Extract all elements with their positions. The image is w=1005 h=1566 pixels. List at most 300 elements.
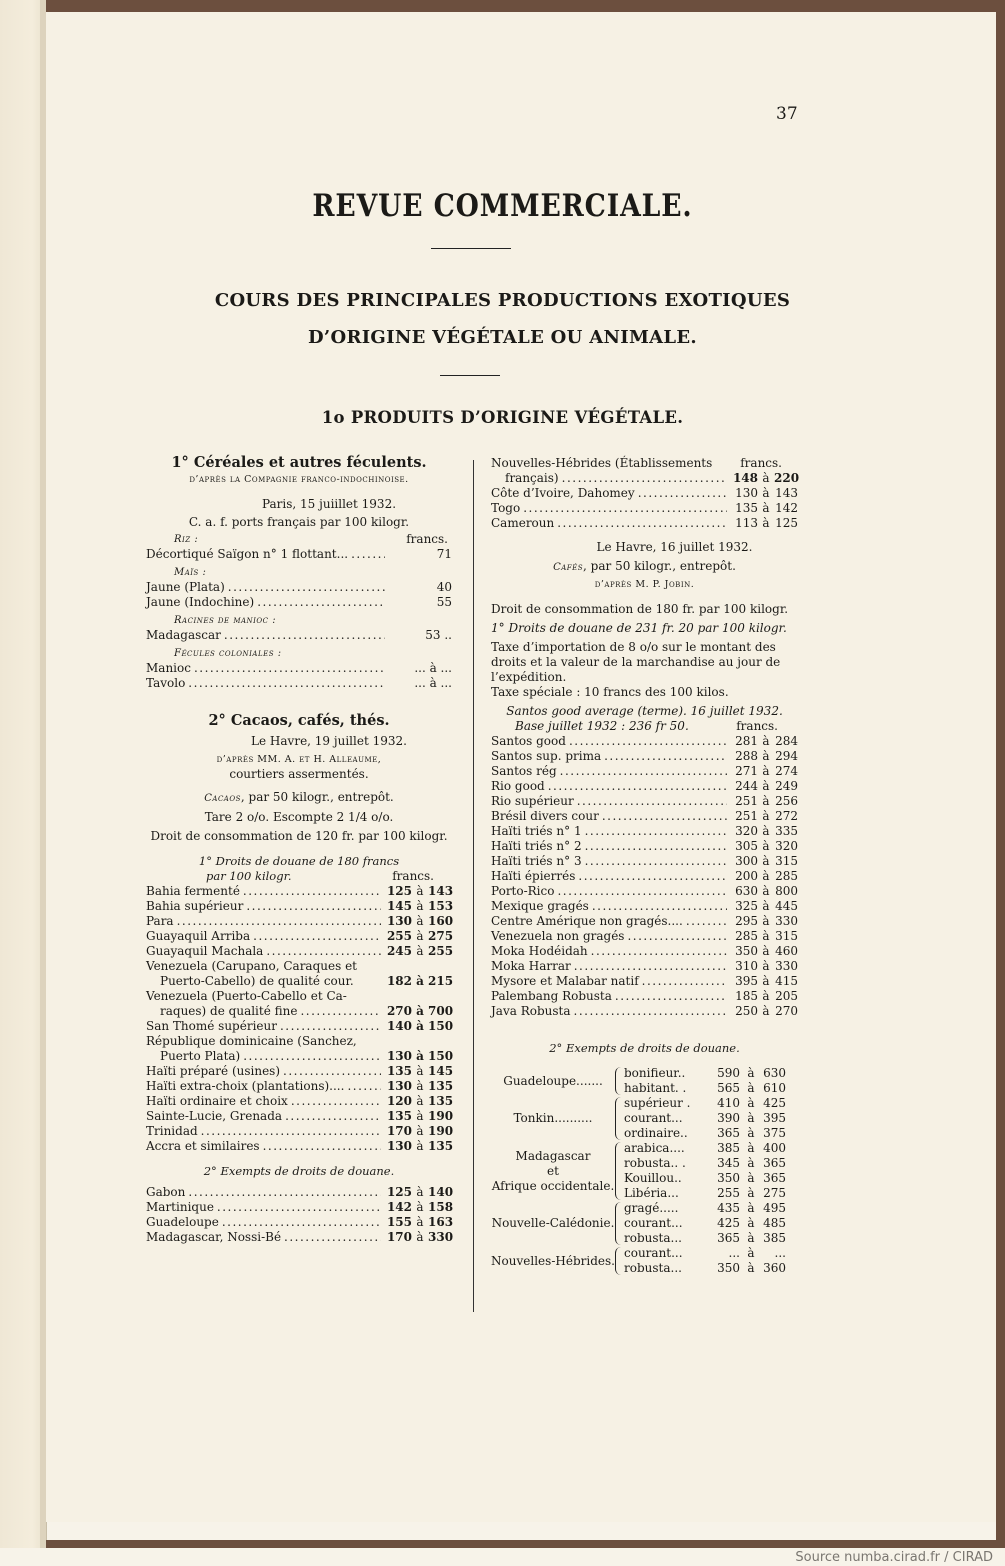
venezuela-courante-high: 215	[428, 974, 454, 988]
title-divider	[431, 248, 511, 249]
droits-title-2: par 100 kilogr.	[206, 869, 292, 883]
exempt-row-low: 125	[386, 1185, 412, 1199]
exempt-group-name: Libéria...	[624, 1186, 679, 1200]
exempt-group-name: courant...	[624, 1111, 683, 1125]
column-divider	[473, 460, 474, 1312]
coffee-row	[491, 809, 798, 824]
cacao-row	[146, 884, 452, 899]
exempt-row-high: 163	[428, 1215, 454, 1229]
coffee-row-a: à	[762, 1004, 770, 1018]
republique-low: 130	[386, 1049, 412, 1063]
exempt-group-low: 590	[717, 1066, 740, 1080]
coffee-row-leader	[591, 944, 727, 959]
exempt-group	[491, 1066, 798, 1096]
droits-title-1: 1° Droits de douane de 180 francs	[198, 854, 400, 868]
nh-row: français) ..... 148 à 220	[491, 471, 798, 486]
cacao-row-a: à	[416, 1109, 424, 1123]
origin-row	[491, 516, 798, 531]
cacao-row-leader	[285, 1109, 381, 1124]
riz-row-name: Décortiqué Saïgon n° 1 flottant...	[146, 547, 349, 561]
coffee-row-name: Mexique gragés	[491, 899, 589, 913]
exempt-group	[491, 1246, 798, 1276]
exempt-group-name: courant...	[624, 1216, 683, 1230]
coffee-row-low: 295	[735, 914, 758, 928]
exempt-group-row	[624, 1261, 798, 1276]
coffee-row-name: Java Robusta	[491, 1004, 571, 1018]
cacao-row-low: 130	[386, 1079, 412, 1093]
exempt-group-row	[624, 1066, 798, 1081]
exempt-group-high: 610	[763, 1081, 786, 1095]
cacao-row	[146, 1124, 452, 1139]
cacao-row-leader	[246, 899, 381, 914]
cacaos-date: Le Havre, 19 juillet 1932.	[251, 734, 407, 748]
exempt-group-row	[624, 1141, 798, 1156]
coffee-row-high: 335	[775, 824, 798, 838]
republique-line2: Puerto Plata)	[160, 1049, 241, 1063]
exempt-group-high: 630	[763, 1066, 786, 1080]
coffee-row	[491, 764, 798, 779]
exempt-group-label: Tonkin..........	[513, 1111, 593, 1125]
cacao-row-a: à	[416, 884, 424, 898]
exempt-group-row	[624, 1246, 798, 1261]
coffee-row	[491, 974, 798, 989]
riz-list	[146, 547, 452, 562]
exempt-group-high: 275	[763, 1186, 786, 1200]
fecules-row	[146, 661, 452, 676]
coffee-row	[491, 1004, 798, 1019]
coffee-row-low: 244	[735, 779, 758, 793]
origin-row	[491, 486, 798, 501]
coffee-row	[491, 824, 798, 839]
coffee-row-leader	[574, 959, 727, 974]
cacao-row-a: à	[416, 914, 424, 928]
nh-francs: francs.	[740, 456, 782, 470]
cereales-date: Paris, 15 juiillet 1932.	[261, 497, 397, 511]
manioc-row-name: Madagascar	[146, 628, 221, 642]
origin-row-name: Cameroun	[491, 516, 555, 530]
coffee-row-low: 350	[735, 944, 758, 958]
group-brace	[615, 1247, 621, 1275]
exempt-row-leader	[222, 1215, 381, 1230]
coffee-row-high: 249	[775, 779, 798, 793]
coffee-row	[491, 854, 798, 869]
exempt-group-name: ordinaire..	[624, 1126, 688, 1140]
coffee-row-leader	[585, 854, 727, 869]
coffee-row	[491, 989, 798, 1004]
fecules-row-leader	[188, 676, 385, 691]
exempt-group	[491, 1096, 798, 1141]
coffee-row-a: à	[762, 779, 770, 793]
cacao-row-a: à	[416, 1094, 424, 1108]
coffee-row-leader	[578, 869, 727, 884]
cover-edge-right	[996, 0, 1005, 1548]
coffee-row-low: 325	[735, 899, 758, 913]
exempt-group-a: à	[747, 1111, 755, 1125]
coffee-row-name: Haïti épierrés	[491, 869, 576, 883]
cacao-row-high: 143	[428, 884, 454, 898]
origin-row-a: à	[762, 501, 770, 515]
subtitle-1: COURS DES PRINCIPALES PRODUCTIONS EXOTIQUES	[214, 290, 791, 311]
cacao-row-a: à	[416, 929, 424, 943]
cacao-row-high: 255	[428, 944, 454, 958]
coffee-row-leader	[585, 839, 727, 854]
exempt-row-leader	[217, 1200, 381, 1215]
cacao-row-high: 135	[428, 1094, 454, 1108]
page-title: REVUE COMMERCIALE.	[312, 188, 693, 224]
cacao-row-high: 153	[428, 899, 454, 913]
coffee-row-name: Santos good	[491, 734, 566, 748]
cacao-row-low: 130	[386, 914, 412, 928]
cacao-row-name: Guayaquil Arriba	[146, 929, 251, 943]
exempt-row-leader	[284, 1230, 381, 1245]
coffee-row-a: à	[762, 854, 770, 868]
cacao-row-high: 275	[428, 929, 454, 943]
coffee-row-a: à	[762, 749, 770, 763]
origin-row-low: 130	[735, 486, 758, 500]
coffee-row-name: Rio supérieur	[491, 794, 574, 808]
base-juillet: Base juillet 1932 : 236 fr 50.	[515, 719, 689, 733]
coffee-row-name: Santos sup. prima	[491, 749, 602, 763]
origin-row-high: 142	[775, 501, 798, 515]
mais-row	[146, 595, 452, 610]
exempt-row-a: à	[416, 1230, 424, 1244]
exempt-group-row	[624, 1231, 798, 1246]
coffee-row-a: à	[762, 764, 770, 778]
exempt-group-high: 360	[763, 1261, 786, 1275]
page-number: 37	[776, 104, 798, 124]
exempt-group-low: 410	[717, 1096, 740, 1110]
cacao-row	[146, 899, 452, 914]
cacao-row-low: 135	[386, 1109, 412, 1123]
cafes-conditions: , par 50 kilogr., entrepôt.	[583, 559, 736, 573]
group-brace	[615, 1142, 621, 1200]
exempt-group-label: Nouvelles-Hébrides.	[491, 1253, 615, 1268]
taxe-speciale: Taxe spéciale : 10 francs des 100 kilos.	[491, 685, 729, 699]
origin-row-leader	[557, 516, 727, 531]
coffee-row-a: à	[762, 884, 770, 898]
coffee-row-a: à	[762, 929, 770, 943]
republique-dominicaine: République dominicaine (Sanchez, Puerto Plata) ..... 130 à 150	[146, 1034, 452, 1064]
coffee-row-name: Haïti triés n° 3	[491, 854, 582, 868]
coffee-row	[491, 794, 798, 809]
coffee-row-a: à	[762, 734, 770, 748]
cacao-row	[146, 1079, 452, 1094]
exempt-row-leader	[188, 1185, 381, 1200]
coffee-row-high: 415	[775, 974, 798, 988]
coffee-row	[491, 929, 798, 944]
coffee-row-a: à	[762, 839, 770, 853]
cacao-row-low: 255	[386, 929, 412, 943]
mais-row-price: 40	[436, 580, 452, 594]
coffee-row	[491, 944, 798, 959]
coffee-row-leader	[627, 929, 727, 944]
cacao-row	[146, 914, 452, 929]
exempt-group-high: 400	[763, 1141, 786, 1155]
coffee-row-high: 274	[775, 764, 798, 778]
exempt-group-name: bonifieur..	[624, 1066, 686, 1080]
exempt-row-name: Martinique	[146, 1200, 214, 1214]
coffee-row-leader	[557, 884, 727, 899]
mais-label: Maïs :	[174, 567, 207, 578]
exempt-row-a: à	[416, 1215, 424, 1229]
coffee-row-name: Centre Amérique non gragés....	[491, 914, 683, 928]
cacao-row-high: 190	[428, 1124, 454, 1138]
exempt-group-high: 485	[763, 1216, 786, 1230]
cacao-row	[146, 1064, 452, 1079]
exempt-group-high: 395	[763, 1111, 786, 1125]
exempt-group-low: 350	[717, 1171, 740, 1185]
cacao-row-low: 135	[386, 1064, 412, 1078]
coffee-row-leader	[577, 794, 727, 809]
santos-terme: Santos good average (terme). 16 juillet 1932.	[506, 704, 783, 718]
exempt-group-name: robusta.. .	[624, 1156, 686, 1170]
source-credit: Source numba.cirad.fr / CIRAD	[795, 1550, 993, 1565]
cafes-source: d’après M. P. Jobin.	[594, 579, 695, 590]
coffee-row-name: Rio good	[491, 779, 545, 793]
exempt-row-low: 155	[386, 1215, 412, 1229]
coffee-row-name: Venezuela non gragés	[491, 929, 625, 943]
coffee-row-name: Moka Harrar	[491, 959, 571, 973]
exempt-group-items	[624, 1201, 798, 1246]
origin-row-name: Togo	[491, 501, 521, 515]
origin-row-leader	[638, 486, 727, 501]
origin-row-low: 135	[735, 501, 758, 515]
right-column	[491, 456, 798, 1276]
coffee-row-name: Brésil divers cour	[491, 809, 599, 823]
cacao-row	[146, 1109, 452, 1124]
fecules-label: Fécules coloniales :	[174, 648, 282, 659]
venezuela-fine-line2: raques) de qualité fine	[160, 1004, 298, 1018]
cacao-row-high: 135	[428, 1139, 454, 1153]
exempt-group-label: Madagascar et Afrique occidentale.	[491, 1148, 615, 1193]
fecules-row-price: ... à ...	[414, 676, 452, 690]
exempt-group-high: 385	[763, 1231, 786, 1245]
republique-high: 150	[428, 1049, 454, 1063]
coffee-row-high: 272	[775, 809, 798, 823]
coffee-row	[491, 914, 798, 929]
cacao-row-leader	[177, 914, 381, 929]
coffee-row-leader	[585, 824, 727, 839]
cacaos-source-2: courtiers assermentés.	[229, 767, 369, 781]
origin-row-a: à	[762, 516, 770, 530]
exempt-group-low: ...	[728, 1246, 740, 1260]
coffee-row-high: 285	[775, 869, 798, 883]
exempt-group-a: à	[747, 1066, 755, 1080]
cacao-row-leader	[347, 1079, 381, 1094]
mais-list	[146, 580, 452, 610]
exempt-group-low: 425	[717, 1216, 740, 1230]
cacaos-conditions: , par 50 kilogr., entrepôt.	[240, 790, 394, 804]
cacao-row-leader	[253, 929, 381, 944]
cacaos-heading: 2° Cacaos, cafés, thés.	[208, 712, 390, 729]
coffee-row-name: Haïti triés n° 1	[491, 824, 582, 838]
coffee-row-high: 460	[775, 944, 798, 958]
coffee-row	[491, 839, 798, 854]
coffee-row-leader	[560, 764, 727, 779]
cacao-row	[146, 1094, 452, 1109]
exempt-row-low: 142	[386, 1200, 412, 1214]
coffee-row-low: 250	[735, 1004, 758, 1018]
tare-line: Tare 2 o/o. Escompte 2 1/4 o/o.	[204, 810, 394, 824]
coffee-row-low: 185	[735, 989, 758, 1003]
cacao-row-name: Haïti préparé (usines)	[146, 1064, 281, 1078]
cacao-row-a: à	[416, 1064, 424, 1078]
exempt-group-row	[624, 1171, 798, 1186]
exempt-group-a: à	[747, 1156, 755, 1170]
coffee-row-low: 300	[735, 854, 758, 868]
cacaos-source-1: d’après MM. A. et H. Alleaume,	[216, 754, 382, 765]
venezuela-fine-line1: Venezuela (Puerto-Cabello et Ca-	[146, 989, 347, 1003]
exempt-row-low: 170	[386, 1230, 412, 1244]
cacao-row-low: 130	[386, 1139, 412, 1153]
coffee-francs: francs.	[736, 719, 778, 733]
exempt-row-a: à	[416, 1185, 424, 1199]
coffee-row-leader	[602, 809, 727, 824]
riz-label: Riz :	[174, 534, 199, 545]
exempt-group-row	[624, 1201, 798, 1216]
venezuela-fine-high: 700	[428, 1004, 454, 1018]
exempt-group-a: à	[747, 1216, 755, 1230]
droit-consommation: Droit de consommation de 120 fr. par 100 kilogr.	[150, 829, 448, 843]
coffee-row-low: 285	[735, 929, 758, 943]
exempt-group-high: 365	[763, 1156, 786, 1170]
venezuela-fine: Venezuela (Puerto-Cabello et Ca- raques) de qualité fine ..... 270 à 700	[146, 989, 452, 1019]
exempt-group-a: à	[747, 1246, 755, 1260]
cacao-row-name: Guayaquil Machala	[146, 944, 264, 958]
riz-row-leader	[351, 547, 385, 562]
coffee-row-low: 200	[735, 869, 758, 883]
coffee-row-low: 271	[735, 764, 758, 778]
cacao-row-a: à	[416, 1139, 424, 1153]
venezuela-fine-low: 270	[386, 1004, 412, 1018]
coffee-row-high: 270	[775, 1004, 798, 1018]
cafes-label: Cafés	[553, 562, 584, 573]
exempt-group-a: à	[747, 1096, 755, 1110]
cacao-row-low: 120	[386, 1094, 412, 1108]
coffee-row-name: Moka Hodéidah	[491, 944, 588, 958]
manioc-row	[146, 628, 452, 643]
fecules-row-leader	[194, 661, 385, 676]
exempt-group-a: à	[747, 1126, 755, 1140]
coffee-row-a: à	[762, 989, 770, 1003]
coffee-row-name: Palembang Robusta	[491, 989, 612, 1003]
coffee-row	[491, 884, 798, 899]
mais-row-leader	[257, 595, 385, 610]
exempt-group-row	[624, 1081, 798, 1096]
cacao-row-a: à	[416, 899, 424, 913]
taxe-importation: Taxe d’importation de 8 o/o sur le montant des droits et la valeur de la marchandise au jour de l’expédition.	[491, 640, 781, 684]
subtitle-divider	[440, 375, 500, 376]
cacaos-label: Cacaos	[204, 793, 241, 804]
coffee-row-leader	[615, 989, 727, 1004]
cover-edge-bottom	[46, 1540, 1005, 1548]
coffee-row-name: Mysore et Malabar natif	[491, 974, 639, 988]
coffee-row-leader	[569, 734, 727, 749]
origin-row-high: 125	[775, 516, 798, 530]
manioc-row-leader	[224, 628, 385, 643]
coffee-row-high: 330	[775, 914, 798, 928]
exempt-row-name: Madagascar, Nossi-Bé	[146, 1230, 282, 1244]
exempt-group-low: 365	[717, 1231, 740, 1245]
group-brace	[615, 1097, 621, 1140]
cacao-row-leader	[291, 1094, 381, 1109]
coffee-row-low: 251	[735, 809, 758, 823]
stthome-row: San Thomé supérieur ..... 140 à 150	[146, 1019, 452, 1034]
cacao-row-name: Bahia fermenté	[146, 884, 240, 898]
exempt-group-row	[624, 1186, 798, 1201]
cacao-row-high: 190	[428, 1109, 454, 1123]
riz-row	[146, 547, 452, 562]
exempt-group-name: Kouillou..	[624, 1171, 682, 1185]
manioc-row-price: 53 ..	[425, 628, 452, 642]
coffee-row-high: 330	[775, 959, 798, 973]
coffee-row	[491, 869, 798, 884]
coffee-row-a: à	[762, 794, 770, 808]
exempt-group-items	[624, 1246, 798, 1276]
fecules-row	[146, 676, 452, 691]
droits-list	[146, 884, 452, 959]
coffee-row	[491, 899, 798, 914]
coffee-row-a: à	[762, 959, 770, 973]
section-heading: 1o PRODUITS D’ORIGINE VÉGÉTALE.	[321, 408, 684, 427]
cacao-row-name: Haïti ordinaire et choix	[146, 1094, 288, 1108]
coffee-row-a: à	[762, 974, 770, 988]
exempt-group-a: à	[747, 1141, 755, 1155]
cacao-row-high: 135	[428, 1079, 454, 1093]
exempt-group	[491, 1201, 798, 1246]
coffee-row-high: 294	[775, 749, 798, 763]
cereales-conditions: C. a. f. ports français par 100 kilogr.	[188, 515, 410, 529]
republique-line1: République dominicaine (Sanchez,	[146, 1034, 357, 1048]
exempt-group-high: 375	[763, 1126, 786, 1140]
coffee-row-name: Porto-Rico	[491, 884, 555, 898]
cacao-row-a: à	[416, 1124, 424, 1138]
cacao-row-name: Bahia supérieur	[146, 899, 244, 913]
exempts-title: 2° Exempts de droits de douane.	[203, 1164, 395, 1178]
nh-line1: Nouvelles-Hébrides (Établissements	[491, 456, 713, 470]
group-brace	[615, 1067, 621, 1095]
exempt-group-label: Guadeloupe.......	[503, 1073, 603, 1088]
coffee-row-low: 281	[735, 734, 758, 748]
coffee-row-leader	[592, 899, 727, 914]
exempt-row	[146, 1185, 452, 1200]
exempt-group-name: supérieur .	[624, 1096, 691, 1110]
droits-douane-cafes: 1° Droits de douane de 231 fr. 20 par 100 kilogr.	[491, 621, 787, 635]
mais-row-price: 55	[436, 595, 452, 609]
cacao-row-leader	[201, 1124, 381, 1139]
exempt-group-a: à	[747, 1186, 755, 1200]
top-list	[491, 486, 798, 531]
origin-row	[491, 501, 798, 516]
venezuela-courante-line2: Puerto-Cabello) de qualité cour.	[160, 974, 354, 988]
exempt-group-low: 385	[717, 1141, 740, 1155]
coffee-row-name: Santos rég	[491, 764, 557, 778]
exempt-group-low: 255	[717, 1186, 740, 1200]
venezuela-courante-line1: Venezuela (Carupano, Caraques et	[146, 959, 357, 973]
exempt-group-high: 495	[763, 1201, 786, 1215]
droit-conso-cafes: Droit de consommation de 180 fr. par 100 kilogr.	[491, 602, 789, 616]
cacao-row-high: 160	[428, 914, 454, 928]
coffee-row	[491, 959, 798, 974]
coffee-row-name: Haïti triés n° 2	[491, 839, 582, 853]
francs-label: francs.	[406, 532, 448, 546]
cereales-heading: 1° Céréales et autres féculents.	[171, 454, 427, 471]
cacao-row-leader	[243, 884, 381, 899]
exempts-groups	[491, 1066, 798, 1276]
origin-row-name: Côte d’Ivoire, Dahomey	[491, 486, 635, 500]
exempt-group-low: 565	[717, 1081, 740, 1095]
cacao-row-low: 125	[386, 884, 412, 898]
